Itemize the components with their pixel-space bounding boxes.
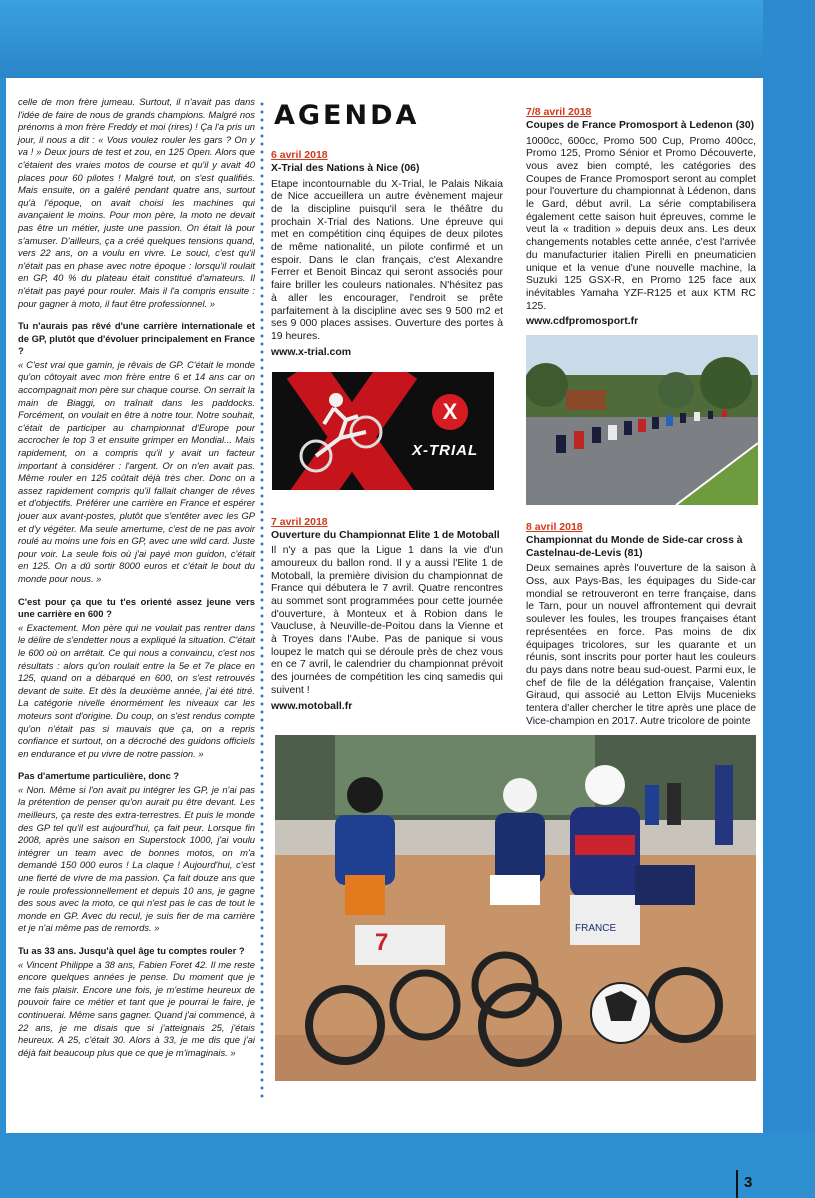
- event-date: 8 avril 2018: [526, 521, 583, 534]
- agenda-event: [271, 516, 503, 712]
- agenda-title: AGENDA: [274, 100, 420, 131]
- question: Tu n'aurais pas rêvé d'une carrière internationale et de GP, plutôt que d'évoluer principalement en France ?: [18, 320, 255, 357]
- event-date: 6 avril 2018: [271, 149, 328, 161]
- answer: « Vincent Philippe a 38 ans, Fabien Foret 42. Il me reste encore quelques années je pense. Du moment que je me fais plaisir. Encore une fois, je m'estime heureux de pouvoir faire ce métier et tant que je pourrai le faire, je continuerai. Même sans gagner. Quand j'ai commencé, à 22 ans, je me disais que si j'atteignais 25, j'étais heureux. A 25, c'était 30. Alors à 33, je me dis que j'ai déjà fait beaucoup plus que ce que je m'imaginais. »: [18, 958, 255, 1058]
- question: Tu as 33 ans. Jusqu'à quel âge tu comptes rouler ?: [18, 945, 245, 956]
- answer: « Exactement. Mon père qui ne voulait pas rentrer dans le délire de s'endetter nous a expliqué la situation. C'était le 600 où on arrêtait. Ce qui nous a convaincu, c'est nos résultats : alors qu'on roulait entre la 5e et 7e place en 125, quand on a débarqué en 600, on s'est retrouvés devant de suite. Et dès la deuxième année, j'ai été titré. La catégorie nivelle énormément les niveaux car les moteurs sont d'origine. Du coup, on s'est rendus compte qu'on n'était pas si mauvais que ça, on a repris confiance et surtout, on a décroché des guidons officiels en endurance et pu vivre de notre passion. »: [18, 621, 255, 759]
- event-url[interactable]: www.motoball.fr: [271, 699, 353, 712]
- right-blue-band: [763, 0, 815, 1133]
- event-title: Coupes de France Promosport à Ledenon (30): [526, 120, 755, 131]
- event-body: Il n'y a pas que la Ligue 1 dans la vie d'un amoureux du ballon rond. Il y a aussi l'Elite 1 de Motoball, la première division du championnat de France qui débutera le 7 avril. Quatre rencontres au sommet sont programmées pour cette journée d'ouverture, à Monteux et à Robion dans le Vaucluse, à Neuville-de-Poitou dans la Vienne et à Troyes dans l'Aube. Pas de panique si vous loupez le match qui se déroule près de chez vous en ce 7 avril, le calendrier du championnat prévoit des journées de compétition les cinq samedis qui suivent !: [271, 545, 503, 696]
- event-body: Etape incontournable du X-Trial, le Palais Nikaia de Nice accueillera un autre évènement majeur de la discipline puisqu'il sera le théâtre du prochain X-Trial des Nations. Une épreuve qui met en compétition cinq équipes de deux pilotes de même nationalité, un pilote confirmé et un espoir. Dans le clan français, c'est Alexandre Ferrer et Benoit Bincaz qui seront associés pour faire briller les couleurs nationales. N'hésitez pas à aller les encourager, l'endroit se prête parfaitement à la discipline avec ses 9 500 m2 et ses 9 000 places assises. Ouverture des portes à 19 heures.: [271, 178, 503, 342]
- agenda-event: [271, 149, 503, 358]
- event-url[interactable]: www.x-trial.com: [271, 345, 352, 358]
- agenda-column-right: [526, 106, 756, 728]
- event-date: 7 avril 2018: [271, 515, 328, 528]
- trial-rider-icon: [294, 386, 394, 478]
- event-body: Deux semaines après l'ouverture de la saison à Oss, aux Pays-Bas, les équipages du Side-car mondial se retrouveront en terre française, dans le Tarn, pour un nouvel affrontement qui devrait soulever les foules, les troupes françaises étant représentées en force. Pas moins de dix équipages tricolores, sur les quarante et un réunis, sont inscrits pour porter haut les couleurs du pays dans notre beau sud-ouest. Parmi eux, le chef de file de la délégation française, Valentin Giraud, qui associé au Letton Elvijs Mucenieks tentera d'aller chercher le titre après une place de Vice-champion en 2017. Autre tricolore de pointe: [526, 563, 756, 727]
- superbike-race-photo: [526, 335, 758, 505]
- jersey-text: FRANCE: [575, 923, 617, 934]
- bike-number: 7: [375, 929, 389, 956]
- event-url[interactable]: www.cdfpromosport.fr: [526, 315, 639, 328]
- event-body: 1000cc, 600cc, Promo 500 Cup, Promo 400cc, Promo 125, Promo Sénior et Promo Découverte, vous avez bien compté, les catégories des Coupes de France Promosport seront au complet pour l'ouverture du championnat à Lédenon, dans le Gard, début avril. La série comptabilisera également cette saison huit épreuves, comme le veut la « tradition » depuis deux ans. Les deux changements notables cette année, c'est l'arrivée du manufacturier italien Pirelli en pneumaticien unique et la venue d'une nouvelle machine, la Suzuki 125 GSX-R, en Promo 125 face aux inévitables Yamaha YZF-R125 et aux KTM RC 125.: [526, 135, 756, 312]
- page-number-bar: [736, 1170, 738, 1198]
- answer: « C'est vrai que gamin, je rêvais de GP. C'était le monde qu'on côtoyait avec mon frère entre 6 et 14 ans car on accompagnait mon père sur chaque course. On serrait la main de Biaggi, on traînait dans les paddocks. Forcément, on voulait en être à notre tour. Notre souhait, c'était de participer au championnat d'Europe pour accrocher le top 3 et ensuite grimper en Mondial... Mais rapidement, on a compris qu'il y avait un facteur important à considérer : l'argent. Or on n'en avait pas. Même rouler en 125 coûtait déjà très cher. Donc on a assez rapidement compris qu'il fallait changer de rêves et d'objectifs. Préférer une carrière en France et espérer jouer aux avant-postes, plutôt que s'entêter avec les GP et d'y végéter. Ma seule amertume, c'est de ne pas avoir roulé au moins une fois en GP, avec une wild card. Juste pour voir. La seule fois où j'ai payé mon guidon, c'était en 125. On a dû sortir 8000 euros et c'était le bout du monde pour nous. »: [18, 358, 255, 584]
- agenda-event: [526, 106, 756, 327]
- event-title: Ouverture du Championnat Elite 1 de Motoball: [271, 529, 500, 541]
- event-date: 7/8 avril 2018: [526, 106, 592, 118]
- interview-column: [18, 96, 255, 1069]
- event-title: X-Trial des Nations à Nice (06): [271, 163, 420, 174]
- agenda-event: [526, 521, 756, 728]
- answer: « Non. Même si l'on avait pu intégrer les GP, je n'ai pas la prétention de penser qu'on aurait pu être devant. Les meilleurs, ça reste des extra-terrestres. Et puis le monde des GP tel qu'il est aujourd'hui, ça fait peur. Lorsque fin 2008, après une saison en Superstock 1000, j'ai voulu intégrer un team avec de bonnes motos, on m'a demandé 150 000 euros ! La claque ! Aujourd'hui, c'est une fierté de vivre de ma passion. Ça fait douze ans que je roule professionnellement et depuis 10 ans, je gagne des sous avec la moto, ce qui n'est pas le cas de tout le monde en GP. Avec du recul, je suis fier de ma carrière et je n'ai même pas de remords. »: [18, 783, 255, 934]
- xtrial-logo-icon: X: [432, 394, 468, 430]
- xtrial-advert-image: [272, 372, 494, 490]
- question: Pas d'amertume particulière, donc ?: [18, 770, 180, 782]
- event-title: Championnat du Monde de Side-car cross à Castelnau-de-Levis (81): [526, 535, 743, 559]
- dotted-column-divider: [260, 100, 264, 1100]
- question: C'est pour ça que tu t'es orienté assez jeune vers une carrière en 600 ?: [18, 595, 255, 620]
- interview-intro: celle de mon frère jumeau. Surtout, il n'avait pas dans l'idée de faire de nous de grands champions. Malgré nos prénoms à mon frère Freddy et moi (rires) ! Ça l'a pris un jour, il nous a dit : « Vous voulez rouler les gars ? On y va ! » Deux jours de test et zou, en 125 Open. Alors que c'étaient des vraies motos de course et qu'il y avait 40 places pour 60 pilotes ! Malgré tout, on s'est qualifiés. Mais ensuite, on a galéré pendant quatre ans, surtout qu'à l'époque, on avait choisi les machines qui avançaient le moins. Pour mon père, la moto ne devait pas être un métier, juste une passion. On était là pour s'amuser. D'ailleurs, ça a créé quelques tensions quand, vers 22 ans, on a voulu en vivre. Le souci, c'est qu'il n'était pas en phase avec notre époque : lorsqu'il roulait en GP, 40 % du plateau était constitué d'amateurs. Il n'était pas payé pour rouler. Mais il l'a compris ensuite : pour gagner à moto, il faut être professionnel. »: [18, 96, 255, 309]
- page-number: 3: [744, 1174, 753, 1191]
- agenda-column-middle: [271, 96, 503, 712]
- xtrial-brand-text: X-TRIAL: [412, 441, 479, 459]
- top-blue-band: [0, 0, 815, 78]
- magazine-page: [6, 78, 763, 1191]
- motoball-photo: [275, 735, 756, 1081]
